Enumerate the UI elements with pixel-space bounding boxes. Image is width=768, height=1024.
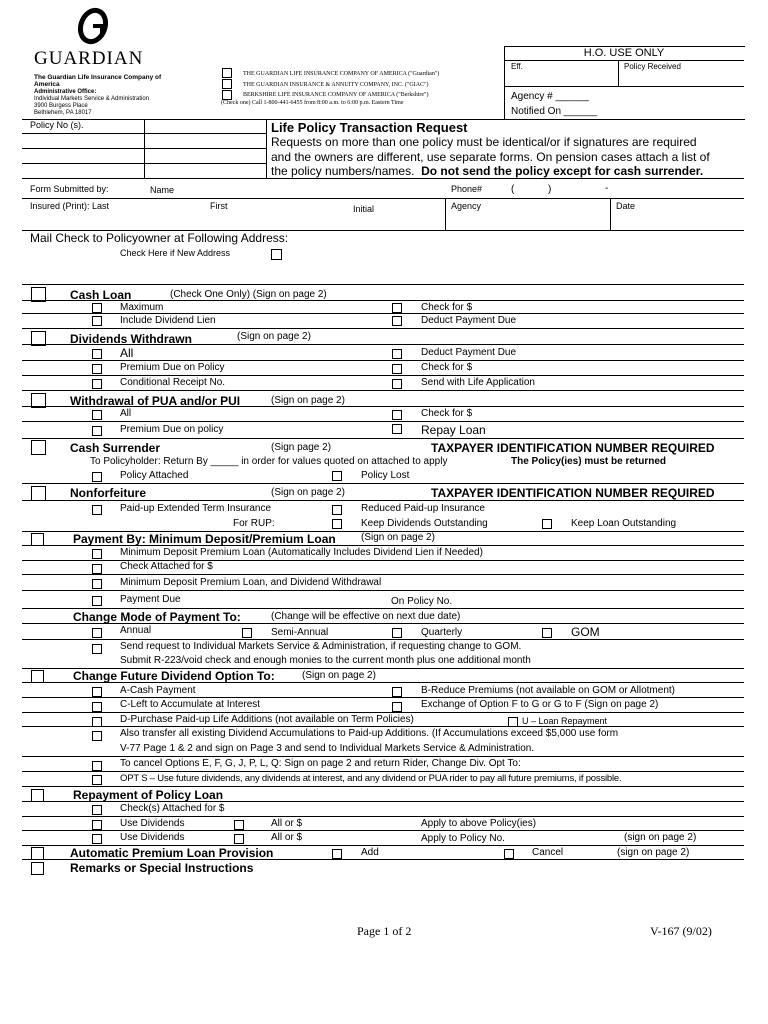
pua-title: Withdrawal of PUA and/or PUI (70, 394, 241, 408)
ho-agency: Agency # ______ (511, 91, 589, 102)
transfer-accumulations-checkbox[interactable] (92, 731, 102, 741)
return-by-text: To Policyholder: Return By _____ in order for values quoted on attached to apply (90, 456, 448, 467)
repayment-title: Repayment of Policy Loan (73, 788, 224, 802)
instructions-line-2: and the owners are different, use separate forms. On pension cases attach a list of (271, 150, 710, 164)
apl-sign-note: (sign on page 2) (617, 847, 690, 858)
pua-premium-due-checkbox[interactable] (92, 426, 102, 436)
div-check-for-checkbox[interactable] (392, 364, 402, 374)
a-cash-payment-label: A-Cash Payment (120, 685, 196, 696)
remarks-field[interactable] (24, 876, 744, 916)
cancel-options-label: To cancel Options E, F, G, J, P, L, Q: Sign on page 2 and return Rider, Change Div. Opt To: (120, 758, 521, 769)
policy-lost-checkbox[interactable] (332, 471, 342, 481)
cash-loan-deduct-payment-label: Deduct Payment Due (421, 315, 517, 326)
opt-s-label: OPT S – Use future dividends, any dividends at interest, and any dividend or PUA rider to pay all future premiums, if possible. (120, 773, 622, 784)
annual-label: Annual (120, 625, 152, 636)
check-attached-checkbox[interactable] (92, 564, 102, 574)
use-dividends-1-label: Use Dividends (120, 818, 185, 829)
repay-loan-checkbox[interactable] (392, 424, 402, 434)
policy-lost-label: Policy Lost (361, 470, 410, 481)
quarterly-checkbox[interactable] (392, 628, 402, 638)
for-rup-label: For RUP: (233, 518, 275, 529)
nonforfeiture-checkbox[interactable] (31, 486, 46, 501)
c-accumulate-label: C-Left to Accumulate at Interest (120, 699, 261, 710)
div-check-for-label: Check for $ (421, 362, 473, 373)
submit-r223-label: Submit R-223/void check and enough monies to the current month plus one additional month (120, 655, 531, 666)
submitted-name-field[interactable] (180, 182, 440, 196)
dividend-option-title: Change Future Dividend Option To: (73, 669, 275, 683)
submitted-label: Form Submitted by: (30, 184, 109, 194)
street: 3900 Burgess Place (34, 103, 88, 109)
phone-paren-open: ( (511, 184, 515, 195)
annual-checkbox[interactable] (92, 628, 102, 638)
send-with-life-app-checkbox[interactable] (392, 379, 402, 389)
cancel-options-checkbox[interactable] (92, 761, 102, 771)
insured-last: Insured (Print): Last (30, 201, 110, 211)
extended-term-checkbox[interactable] (92, 505, 102, 515)
mail-check-label: Mail Check to Policyowner at Following Address: (30, 231, 289, 245)
insured-initial: Initial (353, 204, 375, 214)
city: Bethlehem, PA 18017 (34, 110, 92, 116)
extended-term-label: Paid-up Extended Term Insurance (120, 503, 272, 514)
instructions-line-1: Requests on more than one policy must be identical/or if signatures are required (271, 135, 697, 149)
company-berkshire-checkbox[interactable] (222, 90, 232, 100)
exchange-option-checkbox[interactable] (392, 702, 402, 712)
phone-dash: - (605, 183, 609, 194)
div-deduct-payment-checkbox[interactable] (392, 349, 402, 359)
conditional-receipt-checkbox[interactable] (92, 379, 102, 389)
new-address-checkbox[interactable] (271, 249, 282, 260)
repayment-sign-note: (sign on page 2) (624, 832, 697, 843)
cash-surrender-tin: TAXPAYER IDENTIFICATION NUMBER REQUIRED (431, 441, 715, 455)
a-cash-payment-checkbox[interactable] (92, 687, 102, 697)
cash-loan-check-for-checkbox[interactable] (392, 303, 402, 313)
ho-policy-received: Policy Received (624, 62, 681, 71)
keep-loan-label: Keep Loan Outstanding (571, 518, 677, 529)
quarterly-label: Quarterly (421, 627, 463, 638)
admin-office: Administrative Office: (34, 89, 97, 95)
cash-loan-deduct-payment-checkbox[interactable] (392, 316, 402, 326)
payment-by-note: (Sign on page 2) (361, 532, 435, 543)
company-guardian-checkbox[interactable] (222, 68, 232, 78)
d-purchase-label: D-Purchase Paid-up Life Additions (not available on Term Policies) (120, 714, 414, 725)
submitted-name: Name (150, 185, 175, 195)
keep-loan-checkbox[interactable] (542, 519, 552, 529)
insured-name-field[interactable] (24, 212, 442, 228)
min-deposit-checkbox[interactable] (92, 549, 102, 559)
div-all-label: All (120, 346, 134, 360)
checks-attached-checkbox[interactable] (92, 805, 102, 815)
company-guardian-label: THE GUARDIAN LIFE INSURANCE COMPANY OF AMERICA ("Guardian") (243, 71, 440, 77)
cash-loan-title: Cash Loan (70, 288, 132, 302)
logo-wordmark: GUARDIAN (34, 48, 144, 69)
company-giac-label: THE GUARDIAN INSURANCE & ANNUITY COMPANY, INC. ("GIAC") (243, 82, 429, 88)
use-dividends-1-checkbox[interactable] (92, 820, 102, 830)
u-loan-repayment-label: U – Loan Repayment (522, 716, 608, 726)
must-return-text: The Policy(ies) must be returned (511, 456, 667, 467)
pua-note: (Sign on page 2) (271, 395, 345, 406)
gom-label: GOM (571, 625, 600, 639)
keep-dividends-label: Keep Dividends Outstanding (361, 518, 488, 529)
apl-add-label: Add (361, 847, 379, 858)
apl-title: Automatic Premium Loan Provision (70, 846, 274, 860)
apl-cancel-checkbox[interactable] (504, 849, 514, 859)
use-dividends-2-checkbox[interactable] (92, 834, 102, 844)
checks-attached-label: Check(s) Attached for $ (120, 803, 225, 814)
cash-surrender-note: (Sign page 2) (271, 442, 332, 453)
remarks-title: Remarks or Special Instructions (70, 861, 254, 875)
check-one-call: (Check one) Call 1-800-441-6455 from 8:00 a.m. to 6:00 p.m. Eastern Time (221, 100, 404, 106)
include-dividend-lien-checkbox[interactable] (92, 316, 102, 326)
payment-due-label: Payment Due (120, 594, 181, 605)
cash-loan-note: (Check One Only) (Sign on page 2) (170, 289, 327, 300)
remarks-checkbox[interactable] (31, 862, 44, 875)
semi-annual-checkbox[interactable] (242, 628, 252, 638)
nonforfeiture-title: Nonforfeiture (70, 486, 146, 500)
maximum-label: Maximum (120, 302, 164, 313)
all-or-1-checkbox[interactable] (234, 820, 244, 830)
keep-dividends-checkbox[interactable] (332, 519, 342, 529)
transfer-accumulations-label: Also transfer all existing Dividend Accumulations to Paid-up Additions. (If Accumulations exceed $5,000 use form (120, 728, 619, 739)
pua-all-checkbox[interactable] (92, 410, 102, 420)
min-deposit-div-checkbox[interactable] (92, 579, 102, 589)
exchange-option-label: Exchange of Option F to G or G to F (Sign on page 2) (421, 699, 659, 710)
repay-loan-label: Repay Loan (421, 423, 486, 437)
policy-no-field-2[interactable] (146, 134, 264, 147)
check-attached-label: Check Attached for $ (120, 561, 213, 572)
nonforfeiture-tin: TAXPAYER IDENTIFICATION NUMBER REQUIRED (431, 486, 715, 500)
send-request-gom-checkbox[interactable] (92, 644, 102, 654)
on-policy-no-label: On Policy No. (391, 596, 453, 607)
pua-check-for-label: Check for $ (421, 408, 473, 419)
change-mode-note: (Change will be effective on next due date) (271, 611, 461, 622)
policy-no-label: Policy No (s). (30, 120, 84, 130)
pua-all-label: All (120, 408, 132, 419)
gom-checkbox[interactable] (542, 628, 552, 638)
company-giac-checkbox[interactable] (222, 79, 232, 89)
change-mode-title: Change Mode of Payment To: (73, 610, 241, 624)
all-or-2-label: All or $ (271, 832, 303, 843)
min-deposit-div-label: Minimum Deposit Premium Loan, and Dividend Withdrawal (120, 577, 382, 588)
reduced-paid-up-label: Reduced Paid-up Insurance (361, 503, 485, 514)
guardian-g-icon (78, 6, 108, 46)
dept: Individual Markets Service & Administration (34, 96, 150, 102)
cash-surrender-title: Cash Surrender (70, 441, 161, 455)
policy-no-field-1[interactable] (24, 134, 142, 147)
b-reduce-premiums-label: B-Reduce Premiums (not available on GOM or Allotment) (421, 685, 675, 696)
submitted-phone: Phone# (451, 184, 483, 194)
company-name: The Guardian Life Insurance Company of America (34, 74, 162, 88)
new-address-label: Check Here if New Address (120, 248, 231, 258)
include-dividend-lien-label: Include Dividend Lien (120, 315, 216, 326)
company-berkshire-label: BERKSHIRE LIFE INSURANCE COMPANY OF AMERICA ("Berkshire") (243, 92, 429, 98)
reduced-paid-up-checkbox[interactable] (332, 505, 342, 515)
div-premium-due-checkbox[interactable] (92, 364, 102, 374)
dividend-option-note: (Sign on page 2) (302, 670, 376, 681)
insured-agency: Agency (451, 201, 482, 211)
apl-cancel-label: Cancel (532, 847, 564, 858)
apl-add-checkbox[interactable] (332, 849, 342, 859)
ho-eff: Eff. (511, 62, 523, 71)
insured-date: Date (616, 201, 636, 211)
c-accumulate-checkbox[interactable] (92, 702, 102, 712)
v77-instructions-label: V-77 Page 1 & 2 and sign on Page 3 and send to Individual Markets Service & Administration. (120, 743, 535, 754)
pua-check-for-checkbox[interactable] (392, 410, 402, 420)
apply-above-label: Apply to above Policy(ies) (421, 818, 537, 829)
dividends-withdrawn-title: Dividends Withdrawn (70, 332, 192, 346)
policy-attached-label: Policy Attached (120, 470, 189, 481)
b-reduce-premiums-checkbox[interactable] (392, 687, 402, 697)
div-premium-due-label: Premium Due on Policy (120, 362, 225, 373)
use-dividends-2-label: Use Dividends (120, 832, 185, 843)
address-field[interactable] (24, 262, 744, 284)
instructions-line-3: the policy numbers/names. Do not send the policy except for cash surrender. (271, 164, 704, 178)
conditional-receipt-label: Conditional Receipt No. (120, 377, 226, 388)
ho-title: H.O. USE ONLY (583, 47, 665, 59)
div-deduct-payment-label: Deduct Payment Due (421, 347, 517, 358)
pua-premium-due-label: Premium Due on policy (120, 424, 224, 435)
form-title: Life Policy Transaction Request (271, 120, 468, 135)
apply-policy-no-label: Apply to Policy No. (421, 833, 505, 844)
send-with-life-app-label: Send with Life Application (421, 377, 535, 388)
phone-paren-close: ) (548, 184, 552, 195)
cash-loan-check-for-label: Check for $ (421, 302, 473, 313)
payment-by-title: Payment By: Minimum Deposit/Premium Loan (73, 532, 336, 546)
policy-attached-checkbox[interactable] (92, 472, 102, 482)
semi-annual-label: Semi-Annual (271, 627, 329, 638)
opt-s-checkbox[interactable] (92, 775, 102, 785)
dividends-withdrawn-note: (Sign on page 2) (237, 331, 311, 342)
nonforfeiture-note: (Sign on page 2) (271, 487, 345, 498)
div-all-checkbox[interactable] (92, 349, 102, 359)
all-or-2-checkbox[interactable] (234, 834, 244, 844)
send-request-gom-label: Send request to Individual Markets Service & Administration, if requesting change to GOM. (120, 641, 522, 652)
ho-notified: Notified On ______ (511, 106, 598, 117)
min-deposit-label: Minimum Deposit Premium Loan (Automatically Includes Dividend Lien if Needed) (120, 547, 483, 558)
page-number: Page 1 of 2 (357, 924, 412, 938)
insured-first: First (210, 201, 228, 211)
payment-due-checkbox[interactable] (92, 596, 102, 606)
maximum-checkbox[interactable] (92, 303, 102, 313)
cash-surrender-checkbox[interactable] (31, 440, 46, 455)
all-or-1-label: All or $ (271, 818, 303, 829)
form-number: V-167 (9/02) (650, 924, 712, 938)
